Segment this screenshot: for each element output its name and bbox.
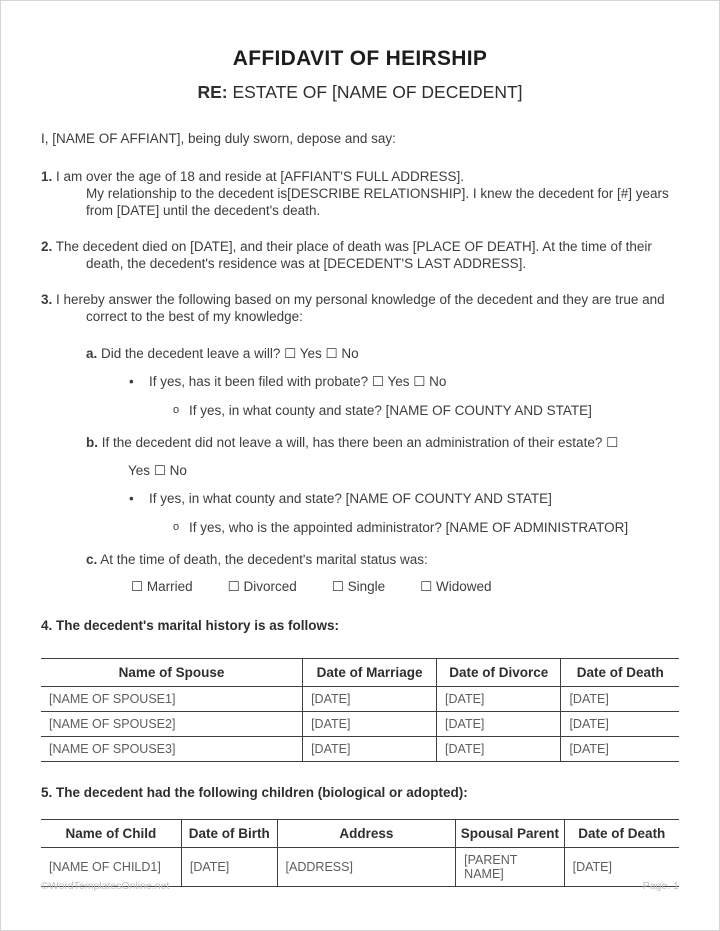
item-4-heading: 4. The decedent's marital history is as follows: <box>41 618 340 633</box>
table-cell: [DATE] <box>561 687 679 712</box>
table-header-row <box>41 659 679 687</box>
item-3b-letter: b. <box>86 435 98 450</box>
item-1-number: 1. <box>41 169 53 184</box>
bullet-icon: • <box>129 491 134 506</box>
item-3b-bullet-text: If yes, in what county and state? [NAME OF COUNTY AND STATE] <box>149 491 552 506</box>
circle-bullet-icon: o <box>173 404 180 416</box>
table-row <box>41 712 679 737</box>
item-3a-subbullet <box>173 402 679 419</box>
item-3b-bullet <box>129 490 679 507</box>
item-5-heading: 5. The decedent had the following children (biological or adopted): <box>41 785 468 800</box>
intro-paragraph: I, [NAME OF AFFIANT], being duly sworn, depose and say: <box>41 131 396 146</box>
marital-status-options <box>131 579 679 595</box>
document-subtitle <box>41 82 679 103</box>
footer-page-number: Page. 1 <box>642 880 679 892</box>
table-header-row <box>41 820 679 848</box>
item-3c-letter: c. <box>86 552 98 567</box>
item-3a-bullet-text: If yes, has it been filed with probate? ☐ Yes ☐ No <box>149 374 447 389</box>
column-header-date-of-marriage: Date of Marriage <box>303 659 437 687</box>
table-cell: [DATE] <box>437 687 561 712</box>
column-header-address: Address <box>277 820 456 848</box>
item-3a-bullet <box>129 373 679 390</box>
item-1-line-2: My relationship to the decedent is[DESCRIBE RELATIONSHIP]. I knew the decedent for [#] years from [DATE] until the decedent's death. <box>86 186 669 218</box>
item-2 <box>41 238 679 272</box>
circle-bullet-icon: o <box>173 521 180 533</box>
column-header-spousal-parent: Spousal Parent <box>456 820 564 848</box>
column-header-name-of-child: Name of Child <box>41 820 181 848</box>
table-cell: [DATE] <box>437 737 561 762</box>
marital-option-married: ☐ Married <box>131 579 193 594</box>
item-1-text: I am over the age of 18 and reside at [AFFIANT'S FULL ADDRESS]. <box>56 169 465 184</box>
item-3b-text: If the decedent did not leave a will, has there been an administration of their estate? ☐ <box>101 435 619 450</box>
item-2-number: 2. <box>41 239 53 254</box>
column-header-date-of-death: Date of Death <box>561 659 679 687</box>
marital-option-widowed: ☐ Widowed <box>420 579 492 594</box>
table-cell: [DATE] <box>303 712 437 737</box>
table-cell: [DATE] <box>181 848 277 887</box>
table-row <box>41 737 679 762</box>
re-label: RE: <box>197 82 228 102</box>
table-cell: [PARENT NAME] <box>456 848 564 887</box>
item-3a-text: Did the decedent leave a will? ☐ Yes ☐ No <box>101 346 359 361</box>
marital-option-divorced: ☐ Divorced <box>227 579 297 594</box>
table-cell: [NAME OF CHILD1] <box>41 848 181 887</box>
column-header-date-of-birth: Date of Birth <box>181 820 277 848</box>
item-3b <box>86 434 679 451</box>
table-row <box>41 687 679 712</box>
document-title: AFFIDAVIT OF HEIRSHIP <box>232 47 488 70</box>
table-cell: [NAME OF SPOUSE3] <box>41 737 303 762</box>
table-cell: [DATE] <box>437 712 561 737</box>
item-1-line-1 <box>41 168 679 185</box>
item-2-text: The decedent died on [DATE], and their place of death was [PLACE OF DEATH]. At the time of their death, the decedent's residence was at [DECEDENT'S LAST ADDRESS]. <box>55 239 652 271</box>
item-1 <box>41 168 679 219</box>
item-3a-letter: a. <box>86 346 98 361</box>
table-cell: [NAME OF SPOUSE2] <box>41 712 303 737</box>
item-3 <box>41 291 679 325</box>
column-header-date-of-divorce: Date of Divorce <box>437 659 561 687</box>
page-footer <box>41 880 679 892</box>
marital-option-single: ☐ Single <box>331 579 386 594</box>
item-3-text: I hereby answer the following based on my personal knowledge of the decedent and they are true and correct to the best of my knowledge: <box>56 292 665 324</box>
column-header-date-of-death: Date of Death <box>564 820 679 848</box>
table-cell: [DATE] <box>564 848 679 887</box>
children-table <box>41 819 679 887</box>
item-3b-subbullet <box>173 519 679 536</box>
table-cell: [DATE] <box>303 737 437 762</box>
table-cell: [DATE] <box>561 712 679 737</box>
table-cell: [ADDRESS] <box>277 848 456 887</box>
re-text: ESTATE OF [NAME OF DECEDENT] <box>232 82 523 102</box>
item-3b-line-2: Yes ☐ No <box>128 463 187 478</box>
item-3b-subbullet-text: If yes, who is the appointed administrator? [NAME OF ADMINISTRATOR] <box>189 520 629 535</box>
bullet-icon: • <box>129 374 134 389</box>
item-3-number: 3. <box>41 292 53 307</box>
marital-history-table <box>41 658 679 762</box>
item-3c-text: At the time of death, the decedent's marital status was: <box>100 552 428 567</box>
item-3c <box>86 551 679 568</box>
item-3a-subbullet-text: If yes, in what county and state? [NAME OF COUNTY AND STATE] <box>189 403 592 418</box>
item-3a <box>86 345 679 362</box>
table-cell: [DATE] <box>561 737 679 762</box>
table-cell: [DATE] <box>303 687 437 712</box>
footer-copyright: ©WordTemplatesOnline.net <box>41 880 170 892</box>
column-header-name-of-spouse: Name of Spouse <box>41 659 303 687</box>
table-cell: [NAME OF SPOUSE1] <box>41 687 303 712</box>
